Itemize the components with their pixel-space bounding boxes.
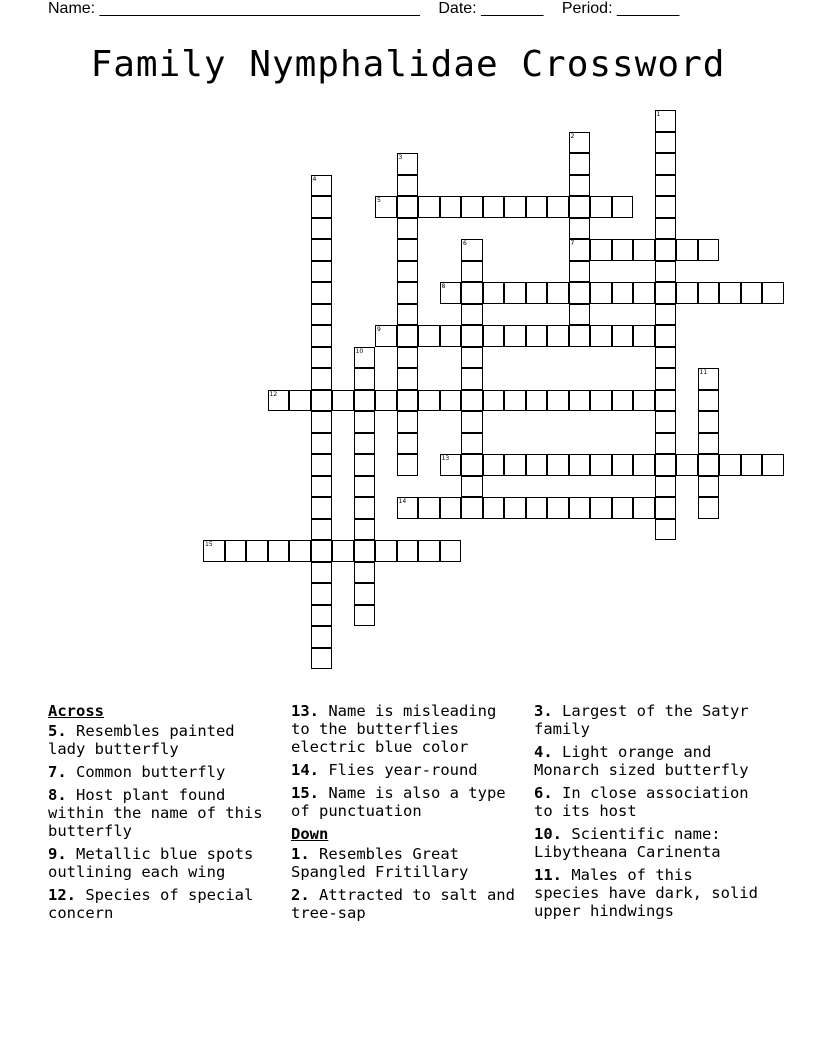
grid-cell[interactable] — [612, 454, 634, 476]
grid-cell[interactable] — [590, 454, 612, 476]
grid-cell[interactable] — [526, 390, 548, 412]
grid-cell[interactable] — [461, 368, 483, 390]
grid-cell[interactable] — [655, 132, 677, 154]
grid-cell[interactable] — [762, 282, 784, 304]
grid-cell[interactable] — [547, 282, 569, 304]
grid-cell[interactable] — [590, 282, 612, 304]
grid-cell[interactable] — [633, 282, 655, 304]
grid-cell[interactable] — [397, 540, 419, 562]
grid-cell[interactable] — [397, 282, 419, 304]
grid-cell[interactable] — [698, 390, 720, 412]
grid-cell[interactable] — [569, 153, 591, 175]
clue-number: 7. — [48, 763, 67, 781]
clue-number-label: 5 — [377, 197, 381, 204]
grid-cell[interactable] — [741, 454, 763, 476]
grid-cell[interactable] — [311, 626, 333, 648]
grid-cell[interactable] — [698, 411, 720, 433]
clue-number: 13. — [291, 702, 319, 720]
grid-cell[interactable] — [289, 540, 311, 562]
grid-cell[interactable] — [612, 282, 634, 304]
grid-cell[interactable] — [504, 325, 526, 347]
grid-cell[interactable] — [354, 519, 376, 541]
grid-cell[interactable] — [311, 648, 333, 670]
grid-cell[interactable] — [397, 218, 419, 240]
grid-cell[interactable] — [397, 325, 419, 347]
grid-cell[interactable] — [311, 476, 333, 498]
grid-cell[interactable] — [569, 325, 591, 347]
across-heading: Across — [48, 702, 104, 720]
grid-cell[interactable] — [354, 540, 376, 562]
grid-cell[interactable] — [311, 175, 333, 197]
clue-down-11 — [534, 866, 762, 920]
grid-cell[interactable] — [569, 390, 591, 412]
grid-cell[interactable] — [655, 282, 677, 304]
grid-cell[interactable] — [612, 497, 634, 519]
grid-cell[interactable] — [569, 497, 591, 519]
name-field-label[interactable]: Name: ____________________________________ — [48, 0, 420, 17]
clue-number-label: 12 — [269, 390, 278, 398]
grid-cell[interactable] — [569, 196, 591, 218]
page-title: Family Nymphalidae Crossword — [90, 44, 726, 85]
clue-down-2 — [291, 886, 519, 922]
clues-column-1 — [48, 702, 276, 927]
grid-cell[interactable] — [203, 540, 225, 562]
grid-cell[interactable] — [311, 347, 333, 369]
clue-number: 10. — [534, 825, 562, 843]
clue-across-8 — [48, 786, 276, 840]
grid-cell[interactable] — [354, 390, 376, 412]
grid-cell[interactable] — [612, 196, 634, 218]
clue-number: 3. — [534, 702, 553, 720]
grid-cell[interactable] — [590, 497, 612, 519]
grid-cell[interactable] — [569, 218, 591, 240]
clue-across-13 — [291, 702, 519, 756]
grid-cell[interactable] — [311, 218, 333, 240]
grid-cell[interactable] — [526, 196, 548, 218]
clue-number-label: 10 — [355, 347, 364, 355]
grid-cell[interactable] — [311, 454, 333, 476]
grid-cell[interactable] — [397, 153, 419, 175]
grid-cell[interactable] — [461, 304, 483, 326]
grid-cell[interactable] — [655, 497, 677, 519]
grid-cell[interactable] — [461, 261, 483, 283]
grid-cell[interactable] — [719, 282, 741, 304]
grid-cell[interactable] — [655, 153, 677, 175]
grid-cell[interactable] — [526, 454, 548, 476]
grid-cell[interactable] — [655, 110, 677, 132]
clue-number-label: 13 — [441, 455, 450, 462]
grid-cell[interactable] — [547, 390, 569, 412]
clue-number-label: 2 — [570, 132, 575, 140]
grid-cell[interactable] — [698, 368, 720, 390]
grid-cell[interactable] — [461, 196, 483, 218]
grid-cell[interactable] — [612, 325, 634, 347]
clue-text: Males of this species have dark, solid upper hindwings — [534, 866, 758, 920]
grid-cell[interactable] — [483, 325, 505, 347]
clue-number-label: 9 — [377, 326, 381, 333]
grid-cell[interactable] — [418, 196, 440, 218]
clue-text: Resembles painted lady butterfly — [48, 722, 235, 758]
grid-cell[interactable] — [547, 196, 569, 218]
grid-cell[interactable] — [461, 390, 483, 412]
clue-text: Largest of the Satyr family — [534, 702, 749, 738]
grid-cell[interactable] — [526, 325, 548, 347]
grid-cell[interactable] — [655, 411, 677, 433]
grid-cell[interactable] — [655, 239, 677, 261]
grid-cell[interactable] — [526, 497, 548, 519]
grid-cell[interactable] — [397, 390, 419, 412]
grid-cell[interactable] — [655, 390, 677, 412]
grid-cell[interactable] — [483, 454, 505, 476]
clue-number: 11. — [534, 866, 562, 884]
clue-number: 8. — [48, 786, 67, 804]
grid-cell[interactable] — [676, 282, 698, 304]
period-field-label[interactable]: Period: _______ — [561, 0, 680, 17]
grid-cell[interactable] — [311, 239, 333, 261]
grid-cell[interactable] — [311, 304, 333, 326]
grid-cell[interactable] — [655, 519, 677, 541]
clue-number-label: 4 — [312, 175, 317, 183]
grid-cell[interactable] — [354, 476, 376, 498]
grid-cell[interactable] — [332, 390, 354, 412]
clue-across-7 — [48, 763, 276, 781]
grid-cell[interactable] — [698, 433, 720, 455]
grid-cell[interactable] — [397, 239, 419, 261]
clue-number: 1. — [291, 845, 310, 863]
grid-cell[interactable] — [311, 583, 333, 605]
grid-cell[interactable] — [311, 282, 333, 304]
grid-cell[interactable] — [354, 583, 376, 605]
grid-cell[interactable] — [655, 218, 677, 240]
grid-cell[interactable] — [504, 497, 526, 519]
grid-cell[interactable] — [440, 390, 462, 412]
grid-cell[interactable] — [547, 497, 569, 519]
grid-cell[interactable] — [590, 196, 612, 218]
grid-cell[interactable] — [418, 497, 440, 519]
clue-number-label: 8 — [441, 283, 446, 290]
down-heading: Down — [291, 825, 329, 843]
grid-cell[interactable] — [719, 454, 741, 476]
grid-cell[interactable] — [547, 454, 569, 476]
grid-cell[interactable] — [354, 433, 376, 455]
grid-cell[interactable] — [311, 390, 333, 412]
grid-cell[interactable] — [397, 347, 419, 369]
grid-cell[interactable] — [354, 497, 376, 519]
clue-text: Common butterfly — [66, 763, 226, 781]
grid-cell[interactable] — [461, 411, 483, 433]
grid-cell[interactable] — [569, 175, 591, 197]
grid-cell[interactable] — [418, 390, 440, 412]
grid-cell[interactable] — [504, 196, 526, 218]
grid-cell[interactable] — [397, 454, 419, 476]
grid-cell[interactable] — [354, 454, 376, 476]
clue-number: 14. — [291, 761, 319, 779]
grid-cell[interactable] — [461, 347, 483, 369]
clue-text: Attracted to salt and tree-sap — [291, 886, 515, 922]
grid-cell[interactable] — [440, 325, 462, 347]
grid-cell[interactable] — [461, 497, 483, 519]
clue-text: Scientific name: Libytheana Carinenta — [534, 825, 721, 861]
grid-cell[interactable] — [397, 196, 419, 218]
grid-cell[interactable] — [418, 540, 440, 562]
clue-down-3 — [534, 702, 762, 738]
grid-cell[interactable] — [311, 196, 333, 218]
grid-cell[interactable] — [698, 454, 720, 476]
grid-cell[interactable] — [590, 325, 612, 347]
grid-cell[interactable] — [461, 282, 483, 304]
grid-cell[interactable] — [311, 325, 333, 347]
date-field-label[interactable]: Date: _______ — [438, 0, 544, 17]
clue-across-5 — [48, 722, 276, 758]
grid-cell[interactable] — [332, 540, 354, 562]
grid-cell[interactable] — [440, 454, 462, 476]
clue-across-14 — [291, 761, 519, 779]
grid-cell[interactable] — [354, 562, 376, 584]
clue-text: Species of special concern — [48, 886, 254, 922]
grid-cell[interactable] — [633, 497, 655, 519]
grid-cell[interactable] — [397, 261, 419, 283]
clue-number-label: 3 — [398, 154, 403, 161]
grid-cell[interactable] — [569, 239, 591, 261]
grid-cell[interactable] — [569, 454, 591, 476]
grid-cell[interactable] — [311, 411, 333, 433]
grid-cell[interactable] — [483, 282, 505, 304]
grid-cell[interactable] — [483, 196, 505, 218]
grid-cell[interactable] — [440, 196, 462, 218]
grid-cell[interactable] — [698, 476, 720, 498]
grid-cell[interactable] — [676, 454, 698, 476]
grid-cell[interactable] — [461, 325, 483, 347]
grid-cell[interactable] — [655, 347, 677, 369]
grid-cell[interactable] — [311, 368, 333, 390]
grid-cell[interactable] — [225, 540, 247, 562]
clue-number-label: 7 — [570, 240, 575, 247]
grid-cell[interactable] — [311, 433, 333, 455]
clue-text: Host plant found within the name of this butterfly — [48, 786, 263, 840]
clues-column-2 — [291, 702, 519, 927]
grid-cell[interactable] — [569, 132, 591, 154]
grid-cell[interactable] — [504, 282, 526, 304]
grid-cell[interactable] — [354, 368, 376, 390]
grid-cell[interactable] — [440, 282, 462, 304]
clues-column-3 — [534, 702, 762, 925]
grid-cell[interactable] — [397, 175, 419, 197]
grid-cell[interactable] — [354, 347, 376, 369]
clue-across-9 — [48, 845, 276, 881]
grid-cell[interactable] — [354, 605, 376, 627]
grid-cell[interactable] — [375, 196, 397, 218]
grid-cell[interactable] — [461, 239, 483, 261]
grid-cell[interactable] — [375, 390, 397, 412]
clue-down-1 — [291, 845, 519, 881]
grid-cell[interactable] — [440, 497, 462, 519]
grid-cell[interactable] — [569, 304, 591, 326]
grid-cell[interactable] — [762, 454, 784, 476]
clue-number-label: 6 — [463, 240, 467, 247]
grid-cell[interactable] — [547, 325, 569, 347]
grid-cell[interactable] — [289, 390, 311, 412]
grid-cell[interactable] — [504, 454, 526, 476]
grid-cell[interactable] — [655, 368, 677, 390]
grid-cell[interactable] — [397, 411, 419, 433]
grid-cell[interactable] — [311, 519, 333, 541]
grid-cell[interactable] — [483, 497, 505, 519]
grid-cell[interactable] — [698, 497, 720, 519]
clue-number-label: 14 — [398, 498, 407, 505]
clue-number-label: 11 — [699, 369, 708, 376]
grid-cell[interactable] — [655, 304, 677, 326]
clue-down-4 — [534, 743, 762, 779]
grid-cell[interactable] — [311, 497, 333, 519]
clue-number: 4. — [534, 743, 553, 761]
clue-down-10 — [534, 825, 762, 861]
grid-cell[interactable] — [311, 562, 333, 584]
grid-cell[interactable] — [612, 390, 634, 412]
grid-cell[interactable] — [655, 454, 677, 476]
grid-cell[interactable] — [483, 390, 505, 412]
clue-text: Light orange and Monarch sized butterfly — [534, 743, 749, 779]
clue-number: 5. — [48, 722, 67, 740]
grid-cell[interactable] — [633, 325, 655, 347]
grid-cell[interactable] — [569, 282, 591, 304]
grid-cell[interactable] — [311, 261, 333, 283]
clue-number: 12. — [48, 886, 76, 904]
grid-cell[interactable] — [440, 540, 462, 562]
grid-cell[interactable] — [741, 282, 763, 304]
grid-cell[interactable] — [504, 390, 526, 412]
grid-cell[interactable] — [268, 390, 290, 412]
grid-cell[interactable] — [397, 497, 419, 519]
grid-cell[interactable] — [268, 540, 290, 562]
clue-number: 9. — [48, 845, 67, 863]
grid-cell[interactable] — [397, 433, 419, 455]
grid-cell[interactable] — [461, 454, 483, 476]
grid-cell[interactable] — [590, 239, 612, 261]
clue-number: 15. — [291, 784, 319, 802]
clue-text: Resembles Great Spangled Fritillary — [291, 845, 469, 881]
grid-cell[interactable] — [461, 433, 483, 455]
grid-cell[interactable] — [698, 239, 720, 261]
grid-cell[interactable] — [397, 368, 419, 390]
grid-cell[interactable] — [676, 239, 698, 261]
grid-cell[interactable] — [461, 476, 483, 498]
grid-cell[interactable] — [633, 390, 655, 412]
grid-cell[interactable] — [655, 476, 677, 498]
grid-cell[interactable] — [655, 196, 677, 218]
clue-text: Flies year-round — [319, 761, 478, 779]
grid-cell[interactable] — [633, 239, 655, 261]
grid-cell[interactable] — [655, 325, 677, 347]
grid-cell[interactable] — [698, 282, 720, 304]
clue-text: In close association to its host — [534, 784, 749, 820]
clue-across-12 — [48, 886, 276, 922]
grid-cell[interactable] — [655, 261, 677, 283]
grid-cell[interactable] — [375, 540, 397, 562]
clue-text: Name is misleading to the butterflies electric blue color — [291, 702, 497, 756]
grid-cell[interactable] — [375, 325, 397, 347]
clue-number-label: 1 — [656, 111, 661, 118]
grid-cell[interactable] — [354, 411, 376, 433]
grid-cell[interactable] — [612, 239, 634, 261]
grid-cell[interactable] — [655, 175, 677, 197]
grid-cell[interactable] — [246, 540, 268, 562]
clue-number: 2. — [291, 886, 310, 904]
grid-cell[interactable] — [590, 390, 612, 412]
grid-cell[interactable] — [569, 261, 591, 283]
grid-cell[interactable] — [526, 282, 548, 304]
clue-text: Metallic blue spots outlining each wing — [48, 845, 254, 881]
clue-number-label: 15 — [205, 541, 213, 548]
grid-cell[interactable] — [311, 540, 333, 562]
grid-cell[interactable] — [633, 454, 655, 476]
grid-cell[interactable] — [311, 605, 333, 627]
clue-across-15 — [291, 784, 519, 820]
grid-cell[interactable] — [418, 325, 440, 347]
grid-cell[interactable] — [397, 304, 419, 326]
clue-text: Name is also a type of punctuation — [291, 784, 506, 820]
clue-down-6 — [534, 784, 762, 820]
grid-cell[interactable] — [655, 433, 677, 455]
clue-number: 6. — [534, 784, 553, 802]
